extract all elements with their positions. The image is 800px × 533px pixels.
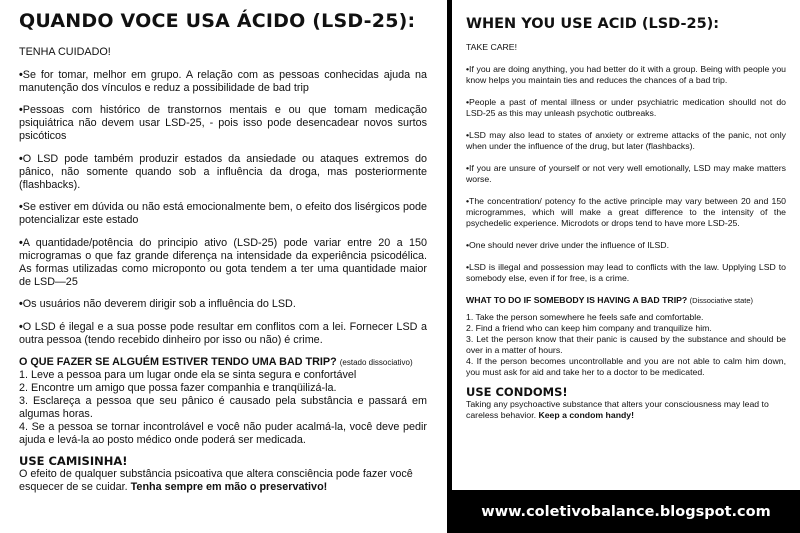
pt-badtrip-title: O QUE FAZER SE ALGUÉM ESTIVER TENDO UMA BAD TRIP? bbox=[19, 356, 337, 368]
pt-bullet-3: • O LSD pode também produzir estados da ansiedade ou ataques extremos do pânico, não somente quando sob a influência da droga, mas posteriormente (flashbacks). bbox=[19, 153, 427, 192]
en-bullet-5: • The concentration/ potency fo the active principle may vary between 20 and 150 microgrammes, which will make a great difference to the intensity of the psychedelic experience. Microdots or drops tend to have more LSD-25. bbox=[466, 196, 786, 229]
pt-intro: TENHA CUIDADO! bbox=[19, 46, 111, 58]
pt-bullet-4: • Se estiver em dúvida ou não está emocionalmente bem, o efeito dos lisérgicos pode potencializar este estado bbox=[19, 201, 427, 227]
english-column bbox=[452, 0, 800, 533]
en-intro: TAKE CARE! bbox=[466, 42, 518, 52]
en-bullet-4: • If you are unsure of yourself or not very well emotionally, LSD may make matters worse. bbox=[466, 163, 786, 185]
en-condom-text: Taking any psychoactive substance that alters your consciousness may lead to careless behavior. bbox=[466, 399, 769, 420]
pt-title: QUANDO VOCE USA ÁCIDO (LSD-25): bbox=[19, 10, 416, 32]
en-bullet-3: • LSD may also lead to states of anxiety or extreme attacks of the panic, not only when under the influence of the drug, but later (flashbacks). bbox=[466, 130, 786, 152]
pt-condom-text-block bbox=[19, 468, 427, 494]
en-step-2: 2. Find a friend who can keep him company and tranquilize him. bbox=[466, 323, 712, 333]
pt-step-2: 2. Encontre um amigo que possa fazer companhia e tranqüilizá-la. bbox=[19, 382, 337, 394]
pt-bullet-7: • O LSD é ilegal e a sua posse pode resultar em conflitos com a lei. Fornecer LSD a outra pessoa (tendo recebido dinheiro por isso ou não) é crime. bbox=[19, 321, 427, 347]
en-bullet-1: • If you are doing anything, you had better do it with a group. Being with people you know helps you maintain ties and reduces the chances of a bad trip. bbox=[466, 64, 786, 86]
en-badtrip-title: WHAT TO DO IF SOMEBODY IS HAVING A BAD TRIP? bbox=[466, 295, 688, 305]
pt-badtrip-heading bbox=[19, 356, 427, 369]
pt-condom-text: O efeito de qualquer substância psicoativa que altera consciência pode fazer você esquecer de se cuidar. bbox=[19, 468, 413, 493]
pt-bullet-6: • Os usuários não deverem dirigir sob a influência do LSD. bbox=[19, 298, 427, 311]
en-condom-strong: Keep a condom handy! bbox=[538, 410, 635, 420]
pt-step-3: 3. Esclareça a pessoa que seu pânico é causado pela substância e passará em algumas horas. bbox=[19, 395, 427, 420]
en-condom-heading: USE CONDOMS! bbox=[466, 385, 568, 399]
en-title: WHEN YOU USE ACID (LSD-25): bbox=[466, 16, 720, 32]
en-steps-list bbox=[466, 312, 786, 378]
pt-steps-list bbox=[19, 369, 427, 447]
pt-bullet-5: • A quantidade/potência do principio ativo (LSD-25) pode variar entre 20 a 150 microgramas o que faz grande diferença na intensidade da experiência psicodélica. As formas utilizadas como microponto ou gota tendem a ter uma quantidade maior de LSD—25 bbox=[19, 237, 427, 289]
en-step-4: 4. If the person becomes uncontrollable and you are not able to calm him down, you must ask for aid and take her to a doctor to be medicated. bbox=[466, 356, 786, 377]
en-badtrip-sub: (Dissociative state) bbox=[689, 296, 753, 305]
pt-bullet-1: • Se for tomar, melhor em grupo. A relação com as pessoas conhecidas ajuda na manutenção dos vínculos e reduz a possibilidade de bad trip bbox=[19, 69, 427, 95]
en-bullet-6: • One should never drive under the influence of ILSD. bbox=[466, 240, 786, 251]
pt-badtrip-sub: (estado dissociativo) bbox=[339, 358, 413, 367]
pt-condom-heading: USE CAMISINHA! bbox=[19, 454, 128, 468]
en-badtrip-heading bbox=[466, 295, 786, 306]
en-bullet-7: • LSD is illegal and possession may lead to conflicts with the law. Upplying LSD to somebody else, even if for free, is a crime. bbox=[466, 262, 786, 284]
en-condom-text-block bbox=[466, 399, 786, 421]
pt-step-1: 1. Leve a pessoa para um lugar onde ela se sinta segura e confortável bbox=[19, 369, 357, 381]
en-bullet-2: • People a past of mental illness or under psychiatric medication shoulld not do LSD-25 as this may unleash psychotic outbreaks. bbox=[466, 97, 786, 119]
pt-step-4: 4. Se a pessoa se tornar incontrolável e você não puder acalmá-la, você deve pedir ajuda e levá-la ao posto médico onde poderá ser medicada. bbox=[19, 421, 427, 446]
en-step-1: 1. Take the person somewhere he feels safe and comfortable. bbox=[466, 312, 704, 322]
blog-url-banner: www.coletivobalance.blogspot.com bbox=[452, 490, 800, 533]
en-step-3: 3. Let the person know that their panic is caused by the substance and should be over in a matter of hours. bbox=[466, 334, 786, 355]
pt-condom-strong: Tenha sempre em mão o preservativo! bbox=[130, 481, 328, 493]
pt-bullet-2: • Pessoas com histórico de transtornos mentais e ou que tomam medicação psiquiátrica não devem usar LSD-25, - pois isso pode desencadear novos surtos psicóticos bbox=[19, 104, 427, 143]
